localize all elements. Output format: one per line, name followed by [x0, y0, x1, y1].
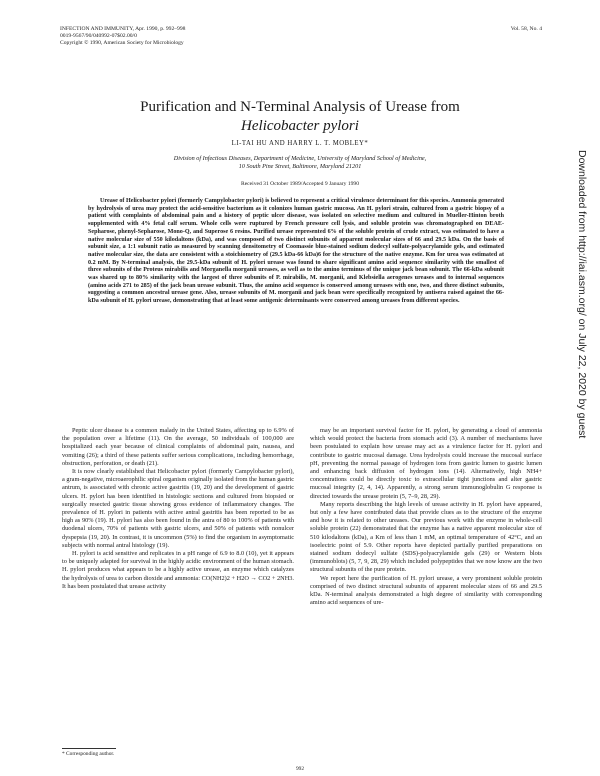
title-line-2: Helicobacter pylori: [241, 118, 359, 134]
paragraph: It is now clearly established that Helicobacter pylori (formerly Campylobacter pylori), a gram-negative, microaerophilic spiral organism originally isolated from the human gastric antrum, is associated with chronic active gastritis (19, 20) and the development of gastric ulcers. H. pylori has been identified in histologic sections and cultured from biopsied or surgically resected gastric tissue showing gross evidence of inflammatory changes. The prevalence of H. pylori in patients with active antral gastritis has been reported to be as high as 90% (19). H. pylori has also been found in the antra of 80 to 100% of patients with duodenal ulcers, 70% of patients with gastric ulcers, and 50% of patients with nonulcer dyspepsia (19, 20). In contrast, it is uncommon (5%) to find the organism in asymptomatic subjects with normal antral histology (19).: [62, 468, 294, 549]
footnote-divider: [62, 748, 116, 749]
download-watermark-link[interactable]: Downloaded from http://iai.asm.org/ on July 22, 2020 by guest: [576, 150, 588, 439]
copyright-line: Copyright © 1990, American Society for Microbiology: [60, 40, 184, 47]
footnote: * Corresponding author.: [62, 751, 115, 757]
paragraph: Peptic ulcer disease is a common malady in the United States, affecting up to 6.9% of the population over a lifetime (11). On the average, 50 individuals of 100,000 are hospitalized each year because of clinical complaints of abdominal pain, nausea, and vomiting (26); a third of these patients suffer serious complications, including hemorrhage, obstruction, perforation, or death (21).: [62, 427, 294, 467]
paragraph: H. pylori is acid sensitive and replicates in a pH range of 6.9 to 8.0 (10), yet it appears to be uniquely adapted for survival in the highly acidic environment of the human stomach. H. pylori produces what appears to be a highly active urease, an enzyme which catalyzes the hydrolysis of urea to carbon dioxide and ammonia: CO(NH2)2 + H2O → CO2 + 2NH3. It has been postulated that urease activity: [62, 550, 294, 590]
issn-line: 0019-9567/90/040992-07$02.00/0: [60, 33, 137, 40]
paragraph: may be an important survival factor for H. pylori, by generating a cloud of ammonia which would protect the bacteria from stomach acid (3). A number of mechanisms have been postulated to explain how urease may act as a virulence factor for H. pylori and contribute to gastric mucosal damage. Urea hydrolysis could increase the mucosal surface pH, preventing the normal passage of hydrogen ions from gastric lumen to gastric lumen and enhancing back diffusion of hydrogen ions (14). Alternatively, high NH4+ concentrations could be directly toxic to extracellular tight junctions and alter gastric mucosal integrity (2, 4, 14). Apparently, a strong serum immunoglobulin G response is directed towards the urease protein (5, 7–9, 28, 29).: [310, 427, 542, 500]
affiliation-line-1: Division of Infectious Diseases, Department of Medicine, University of Maryland School of Medicine,: [173, 155, 427, 162]
page-number: 992: [295, 766, 305, 772]
journal-line: INFECTION AND IMMUNITY, Apr. 1990, p. 992–998: [60, 26, 186, 32]
affiliation-line-2: 10 South Pine Street, Baltimore, Maryland 21201: [238, 163, 362, 170]
body-column-right: [310, 427, 542, 757]
abstract: Urease of Helicobacter pylori (formerly Campylobacter pylori) is believed to represent a critical virulence determinant for this species. Ammonia generated by hydrolysis of urea may protect the acid-sensitive bacterium as it colonizes human gastric mucosa. An H. pylori strain, cultured from a gastric biopsy of a patient with complaints of abdominal pain and a history of peptic ulcer disease, was isolated on selective medium and cultured in Mueller-Hinton broth supplemented with 4% fetal calf serum. Whole cells were ruptured by French pressure cell lysis, and soluble protein was chromatographed on DEAE-Sepharose, phenyl-Sepharose, Mono-Q, and Superose 6 resins. Purified urease represented 6% of the soluble protein of crude extract, was estimated to have a native molecular size of 550 kilodaltons (kDa), and was composed of two distinct subunits of apparent molecular sizes of 66 and 29.5 kDa. On the basis of subunit size, a 1:1 subunit ratio as measured by scanning densitometry of Coomassie blue-stained sodium dodecyl sulfate-polyacrylamide gels, and estimated native molecular size, the data are consistent with a stoichiometry of (29.5 kDa-66 kDa)6 for the structure of the native enzyme. Km for urea was estimated at 0.2 mM. By N-terminal analysis, the 29.5-kDa subunit of H. pylori urease was found to share significant amino acid sequence similarity with the smallest of three subunits of the Proteus mirabilis and Morganella morganii ureases, as well as to the amino terminus of the unique jack bean subunit. The 66-kDa subunit was shared up to 80% similarity with the largest of three subunits of P. mirabilis, M. morganii, and Klebsiella aerogenes ureases and to internal sequences (amino acids 271 to 285) of the jack bean urease subunit. Thus, the amino acid sequence is conserved among ureases with one, two, and three distinct subunits, suggesting a common ancestral urease gene. Also, urease subunits of M. morganii and jack bean were specifically recognized by antisera raised against the 66-kDa subunit of H. pylori urease, demonstrating that at least some antigenic determinants were conserved among ureases from different species.: [88, 198, 504, 305]
body-column-left: [62, 427, 294, 739]
received-date: Received 31 October 1989/Accepted 9 January 1990: [240, 181, 360, 187]
title-line-1: Purification and N-Terminal Analysis of Urease from: [140, 99, 460, 115]
authors: LI-TAI HU AND HARRY L. T. MOBLEY*: [231, 140, 369, 147]
paragraph: We report here the purification of H. pylori urease, a very prominent soluble protein comprised of two distinct structural subunits of apparent molecular sizes of 66 and 29.5 kDa. N-terminal analysis demonstrated a high degree of similarity with corresponding amino acid sequences of ure-: [310, 574, 542, 607]
journal-header: [60, 26, 185, 48]
volume-label: Vol. 58, No. 4: [510, 26, 542, 32]
affiliation: [90, 155, 510, 171]
article-title: [40, 98, 560, 136]
paragraph: Many reports describing the high levels of urease activity in H. pylori have appeared, but only a few have contributed data that provide clues as to the structure of the enzyme and how it is related to other ureases. Our previous work with the enzyme in whole-cell soluble protein (22) demonstrated that the enzyme has a native apparent molecular size of 510 kilodaltons (kDa), a Km of less than 1 mM, an optimal temperature of 42°C, and an isoelectric point of 5.9. Other reports have depicted partially purified preparations on stained sodium dodecyl sulfate (SDS)-polyacrylamide gels (29) or Western blots (immunoblots) (5, 7, 9, 28, 29) which included polypeptides that we now know are the two structural subunits of the pure protein.: [310, 500, 542, 574]
